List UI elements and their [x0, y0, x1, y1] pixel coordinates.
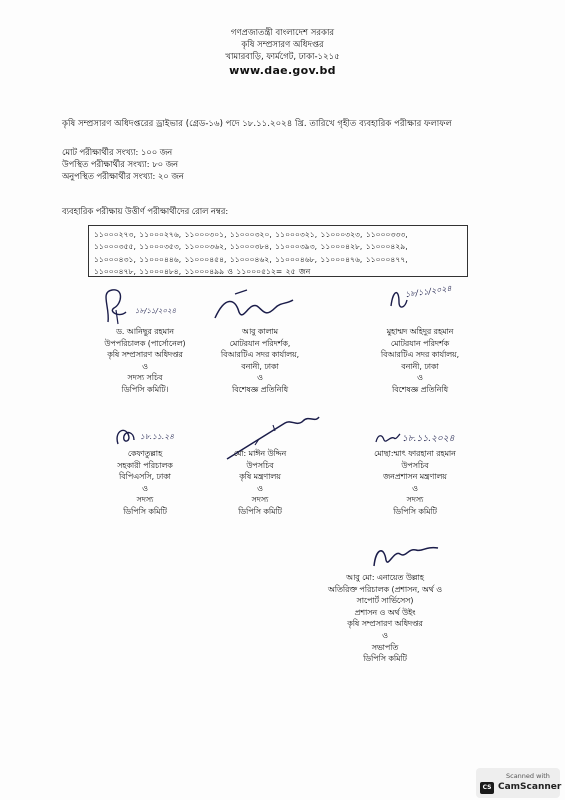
- signature-date: ১৮/১১/২০২৪: [135, 307, 177, 315]
- conjunction: ও: [412, 483, 418, 493]
- signatory-name: মোছা:ম্মাৎ ফারহানা রহমান: [374, 449, 456, 458]
- conjunction: ও: [142, 483, 148, 493]
- signatory-location: বনানী, ঢাকা: [241, 361, 279, 371]
- conjunction: ও: [142, 361, 148, 371]
- camscanner-logo-icon: CS: [480, 782, 494, 794]
- chair-designation-cont: সাপোর্ট সার্ভিসেস): [356, 596, 414, 606]
- signature-7: [368, 540, 448, 570]
- committee-name: ডিপিসি কমিটি: [363, 654, 407, 664]
- signatory-office: বিপিএসসি, ঢাকা: [119, 472, 171, 482]
- signatory-office: কৃষি মন্ত্রণালয়: [239, 472, 281, 482]
- present-candidates: উপস্থিত পরীক্ষার্থীর সংখ্যা: ৮০ জন: [62, 159, 179, 169]
- signature-date: ১৮.১১.২৪: [140, 432, 174, 441]
- chair-block: [310, 572, 460, 665]
- conjunction: ও: [257, 483, 263, 493]
- signatory-office: বিআরটিএ সদর কার্যালয়,: [220, 350, 300, 360]
- camscanner-watermark: [476, 768, 560, 798]
- roll-line: ১১০০০৪৩১, ১১০০০৪৪৬, ১১০০০৪৫৪, ১১০০০৪৬২, ১১০০০৪৬৮, ১১০০০৪৭৬, ১১০০০৪৭৭,: [94, 254, 408, 264]
- signature-2: [205, 288, 305, 328]
- signatory-office: বিআরটিএ সদর কার্যালয়,: [380, 350, 460, 360]
- committee-name: ডিপিসি কমিটি।: [121, 384, 169, 394]
- committee-name: ডিপিসি কমিটি: [238, 506, 282, 516]
- committee-role: সদস্য: [251, 495, 269, 505]
- absent-candidates: অনুপস্থিত পরীক্ষার্থীর সংখ্যা: ২০ জন: [62, 171, 184, 181]
- roll-line: ১১০০০৪৭৮, ১১০০০৪৮৪, ১১০০০৪৯৯ ও ১১০০০৫১২= ২৫ জন: [94, 266, 311, 276]
- signatory-designation: সহকারী পরিচালক: [117, 460, 173, 470]
- signature-4: [112, 424, 142, 448]
- committee-name: ডিপিসি কমিটি: [123, 506, 167, 516]
- result-title: কৃষি সম্প্রসারণ অধিদপ্তরের ড্রাইভার (গ্রেড-১৬) পদে ১৮.১১.২০২৪ খ্রি. তারিখে গৃহীত ব্যবহারিক পরীক্ষার ফলাফল: [62, 119, 452, 129]
- signatory-name: আবু কালাম: [241, 327, 279, 336]
- signatory-name: মো: মাঈন উদ্দিন: [233, 449, 287, 458]
- committee-name: ডিপিসি কমিটি: [393, 506, 437, 516]
- signatory-designation: উপসচিব: [246, 460, 274, 470]
- department-name: কৃষি সম্প্রসারণ অধিদপ্তর: [241, 40, 324, 50]
- signatory-name: ড. আনিছুর রহমান: [116, 327, 174, 336]
- committee-role: সভাপতি: [371, 642, 399, 652]
- committee-role: বিশেষজ্ঞ প্রতিনিধি: [392, 384, 448, 394]
- signatory-office: জনপ্রশাসন মন্ত্রণালয়: [383, 472, 447, 482]
- scanned-with-label: Scanned with: [506, 772, 550, 780]
- committee-role: সদস্য: [136, 495, 154, 505]
- exam-stats: [62, 146, 184, 182]
- conjunction: ও: [257, 373, 263, 383]
- chair-office: কৃষি সম্প্রসারণ অধিদপ্তর: [347, 619, 423, 629]
- roll-intro: ব্যবহারিক পরীক্ষায় উত্তীর্ণ পরীক্ষার্থীদের রোল নম্বর:: [62, 206, 229, 216]
- signatory-block: [330, 448, 500, 518]
- website: www.dae.gov.bd: [229, 64, 336, 77]
- signatory-block: [345, 326, 495, 396]
- signatory-block: [190, 448, 330, 518]
- roll-line: ১১০০০২৭৩, ১১০০০২৭৬, ১১০০০৩০১, ১১০০০৩২০, ১১০০০৩২১, ১১০০০৩২৩, ১১০০০৩৩৩,: [94, 230, 408, 239]
- govt-name: গণপ্রজাতন্ত্রী বাংলাদেশ সরকার: [230, 28, 335, 38]
- signature-6: [372, 430, 402, 446]
- chair-name: আবু মো: এনায়েত উল্লাহ: [346, 573, 424, 582]
- total-candidates: মোট পরীক্ষার্থীর সংখ্যা: ১০০ জন: [62, 147, 173, 157]
- signatory-designation: মোটরযান পরিদর্শক,: [229, 338, 291, 348]
- conjunction: ও: [417, 373, 423, 383]
- chair-designation: অতিরিক্ত পরিচালক (প্রশাসন, অর্থ ও: [328, 584, 442, 594]
- signatory-office: কৃষি সম্প্রসারণ অধিদপ্তর: [107, 350, 183, 360]
- signatory-designation: উপসচিব: [401, 460, 429, 470]
- conjunction: ও: [382, 630, 388, 640]
- signatory-designation: মোটরযান পরিদর্শক: [390, 338, 450, 348]
- signature-date: ১৮/১১/২০২৪: [404, 283, 453, 300]
- roll-number-box: [88, 225, 468, 277]
- chair-wing: প্রশাসন ও অর্থ উইং: [354, 607, 416, 617]
- committee-role: সদস্য সচিব: [127, 373, 163, 383]
- committee-role: সদস্য: [406, 495, 424, 505]
- committee-role: বিশেষজ্ঞ প্রতিনিধি: [232, 384, 288, 394]
- signatory-block: [190, 326, 330, 396]
- roll-line: ১১০০০৩৫৫, ১১০০০৩৫৩, ১১০০০৩৬২, ১১০০০৩৮৪, ১১০০০৩৯৩, ১১০০০৪২৮, ১১০০০৪২৯,: [94, 242, 408, 252]
- signatory-name: কেফাতুল্লাহ: [127, 449, 163, 458]
- camscanner-name: CamScanner: [498, 782, 562, 792]
- signature-date: ১৮.১১.২০২৪: [402, 434, 455, 444]
- signatory-name: মুহাম্মদ অহিদুর রহমান: [386, 327, 454, 336]
- signatory-designation: উপপরিচালক (পার্সোনেল): [104, 338, 186, 348]
- address: খামারবাড়ি, ফার্মগেট, ঢাকা-১২১৫: [225, 52, 340, 62]
- signatory-location: বনানী, ঢাকা: [401, 361, 439, 371]
